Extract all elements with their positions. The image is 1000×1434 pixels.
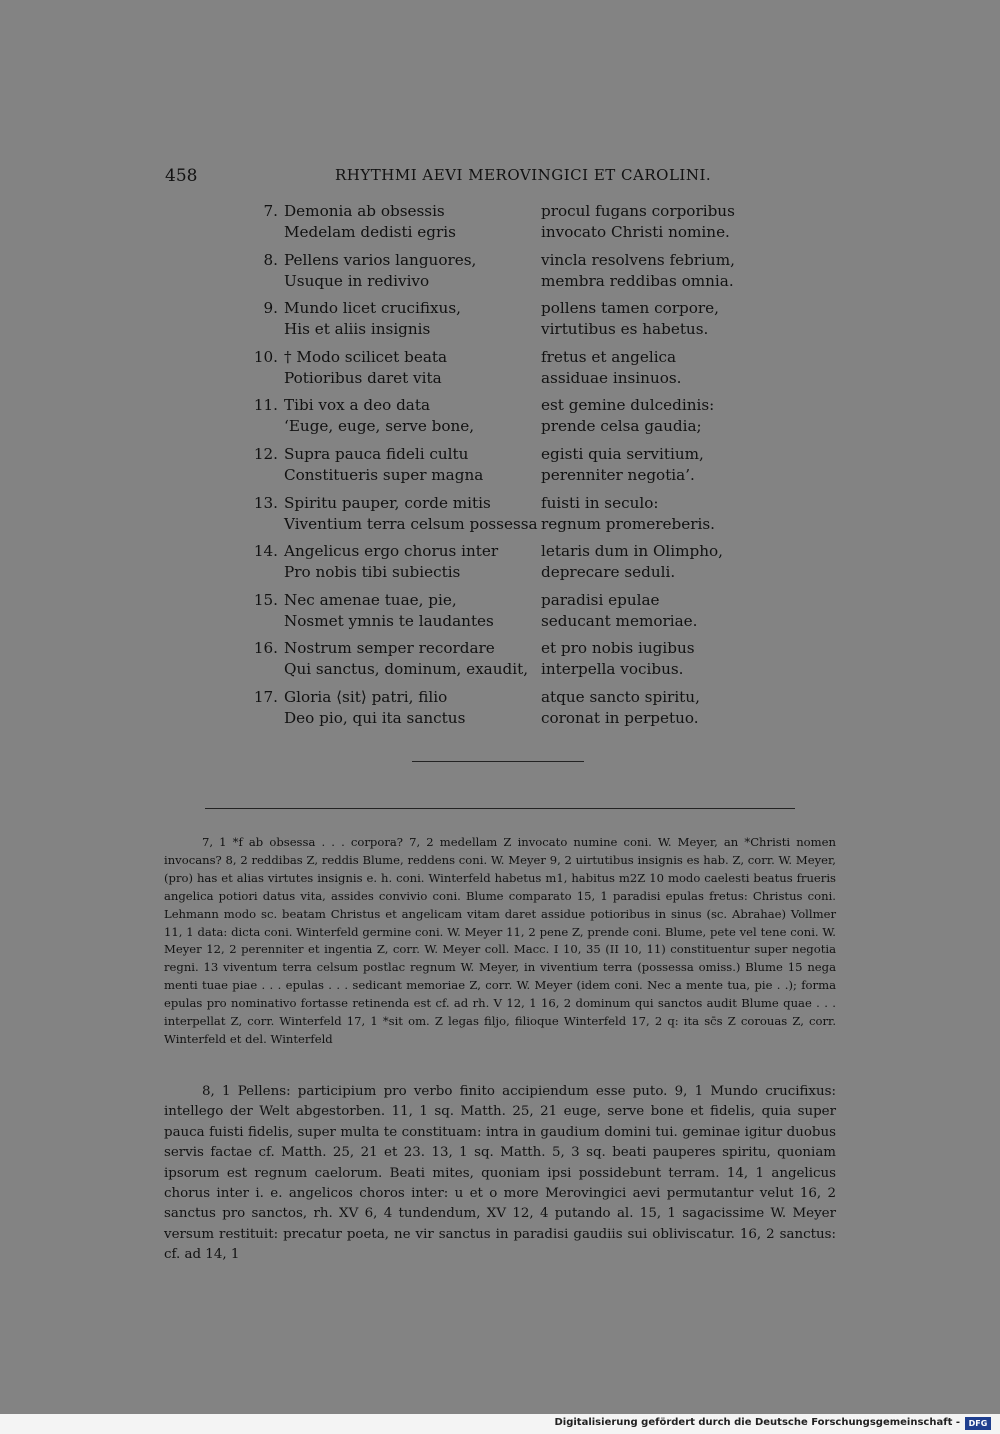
verse-line: egisti quia servitium, (541, 444, 704, 463)
running-title: RHYTHMI AEVI MEROVINGICI ET CAROLINI. (335, 166, 712, 184)
stanza-number: 16. (253, 639, 278, 658)
stanza-number: 14. (253, 542, 278, 561)
verse-line: Tibi vox a deo data (284, 396, 431, 415)
stanza-number: 15. (253, 590, 278, 609)
stanza-first-half-lines (284, 250, 476, 292)
verse-line: Pro nobis tibi subiectis (284, 563, 461, 582)
verse-line: Viventium terra celsum possessa (284, 514, 538, 533)
stanza-second-half-lines (541, 687, 700, 729)
verse-line: membra reddibas omnia. (541, 271, 734, 290)
verse-line: Constitueris super magna (284, 465, 484, 484)
commentary-notes (164, 1082, 836, 1266)
verse-line: prende celsa gaudia; (541, 417, 702, 436)
critical-apparatus (164, 834, 836, 1049)
stanza-first-half-lines (284, 493, 538, 535)
stanza (248, 250, 808, 299)
stanza-number: 12. (253, 444, 278, 463)
verse-line: Demonia ab obsessis (284, 202, 445, 220)
stanza (248, 201, 808, 250)
verse-line: est gemine dulcedinis: (541, 396, 715, 415)
stanza-second-half-lines (541, 541, 723, 583)
dfg-logo-icon[interactable]: DFG (965, 1417, 991, 1430)
verse-line: Deo pio, qui ita sanctus (284, 708, 466, 727)
page-header (165, 166, 840, 190)
stanza-first-half-lines (284, 444, 483, 486)
stanza-second-half-lines (541, 493, 715, 535)
stanza (248, 541, 808, 590)
verse-line: Nec amenae tuae, pie, (284, 590, 457, 609)
stanza-first-half-lines (284, 590, 494, 632)
stanza-second-half-lines (541, 638, 695, 680)
verse-line: Pellens varios languores, (284, 250, 477, 269)
stanza-first-half-lines (284, 395, 474, 437)
stanza-number: 10. (253, 347, 278, 366)
stanza-second-half-lines (541, 201, 735, 243)
apparatus-text: 7, 1 *f ab obsessa . . . corpora? 7, 2 medellam Z invocato numine coni. W. Meyer, an *Christi nomen invocans? 8, 2 reddibas Z, reddis Blume, reddens coni. W. Meyer 9, 2 uirtutibus insignis es hab. Z, corr. W. Meyer, (pro) has et alias virtutes insignis e. h. coni. Winterfeld habetus m1, habitus m2Z 10 modo caelesti beatus frueris angelica potiori datus vita, assides convivio coni. Blume comparato 15, 1 paradisi epulas fretus: Christus coni. Lehmann modo sc. beatam Christus et angelicam vitam daret assidue potioribus in sinus (sc. Abrahae) Vollmer 11, 1 data: dicta coni. Winterfeld germine coni. W. Meyer 11, 2 pene Z, prende coni. Blume, pete vel tene coni. W. Meyer 12, 2 perenniter et ingentia Z, corr. W. Meyer coll. Macc. I 10, 35 (II 10, 11) constituentur super negotia regni. 13 viventum terra celsum postlac regnum W. Meyer, in viventium terra (possessa omiss.) Blume 15 nega menti tuae piae . . . epulas . . . sedicant memoriae Z, corr. W. Meyer (idem coni. Nec a mente tua, pie . .); forma epulas pro nominativo fortasse retinenda est cf. ad rh. V 12, 1 16, 2 dominum qui sanctos audit Blume quae . . . interpellat Z, corr. Winterfeld 17, 1 *sit om. Z legas filjo, filioque Winterfeld 17, 2 q: ita sc̄s Z corouas Z, corr. Winterfeld et del. Winterfeld (164, 835, 836, 1046)
verse-line: ‘Euge, euge, serve bone, (284, 417, 475, 436)
verse-line: procul fugans corporibus (541, 202, 735, 220)
stanza-second-half-lines (541, 395, 714, 437)
stanza-number: 11. (253, 396, 278, 415)
verse-line: Qui sanctus, dominum, exaudit, (284, 660, 529, 679)
stanza-number: 17. (253, 687, 278, 706)
verse-line: regnum promereberis. (541, 514, 715, 533)
verse-line: pollens tamen corpore, (541, 299, 719, 318)
stanza (248, 590, 808, 639)
stanza-number: 13. (253, 493, 278, 512)
stanza (248, 687, 808, 736)
stanza (248, 347, 808, 396)
poem-stanzas (248, 201, 808, 736)
verse-line: deprecare seduli. (541, 563, 676, 582)
verse-line: Spiritu pauper, corde mitis (284, 493, 491, 512)
verse-line: assiduae insinuos. (541, 368, 682, 387)
verse-line: seducant memoriae. (541, 611, 698, 630)
verse-line: † Modo scilicet beata (284, 347, 448, 366)
verse-line: virtutibus es habetus. (541, 320, 709, 339)
verse-line: coronat in perpetuo. (541, 708, 699, 727)
stanza-first-half-lines (284, 298, 461, 340)
verse-line: invocato Christi nomine. (541, 223, 730, 241)
stanza (248, 638, 808, 687)
apparatus-divider (205, 808, 795, 809)
verse-line: interpella vocibus. (541, 660, 684, 679)
stanza-first-half-lines (284, 201, 456, 243)
stanza-first-half-lines (284, 347, 447, 389)
verse-line: atque sancto spiritu, (541, 687, 700, 706)
footer-bar (0, 1414, 1000, 1434)
verse-line: paradisi epulae (541, 590, 660, 609)
stanza (248, 395, 808, 444)
stanza-second-half-lines (541, 298, 719, 340)
verse-line: Angelicus ergo chorus inter (284, 542, 499, 561)
stanza-second-half-lines (541, 444, 704, 486)
verse-line: Gloria ⟨sit⟩ patri, filio (284, 687, 448, 706)
verse-line: fretus et angelica (541, 347, 677, 366)
stanza-first-half-lines (284, 687, 465, 729)
commentary-text: 8, 1 Pellens: participium pro verbo finito accipiendum esse puto. 9, 1 Mundo crucifixus: intellego der Welt abgestorben. 11, 1 sq. Matth. 25, 21 euge, serve bone et fidelis, quia super pauca fuisti fidelis, super multa te constituam: intra in gaudium domini tui. geminae igitur duobus servis factae cf. Matth. 25, 21 et 23. 13, 1 sq. Matth. 5, 3 sq. beati pauperes spiritu, quoniam ipsorum est regnum caelorum. Beati mites, quoniam ipsi possidebunt terram. 14, 1 angelicus chorus inter i. e. angelicos choros inter: u et o more Merovingici aevi permutantur velut 16, 2 sanctus pro sanctos, rh. XV 6, 4 tundendum, XV 12, 4 putando al. 15, 1 sagacissime W. Meyer versum restituit: precatur poeta, ne vir sanctus in paradisi gaudiis sui obliviscatur. 16, 2 sanctus: cf. ad 14, 1 (164, 1084, 836, 1263)
stanza-first-half-lines (284, 541, 498, 583)
stanza (248, 493, 808, 542)
verse-line: Mundo licet crucifixus, (284, 299, 461, 318)
verse-line: Nostrum semper recordare (284, 639, 495, 658)
stanza-number: 7. (263, 202, 278, 220)
stanza-number: 8. (263, 250, 278, 269)
verse-line: Medelam dedisti egris (284, 223, 456, 241)
verse-line: Nosmet ymnis te laudantes (284, 611, 494, 630)
funding-notice[interactable]: Digitalisierung gefördert durch die Deutsche Forschungsgemeinschaft - (554, 1417, 960, 1428)
verse-line: Potioribus daret vita (284, 368, 442, 387)
stanza-second-half-lines (541, 590, 697, 632)
verse-line: perenniter negotia’. (541, 465, 695, 484)
verse-line: et pro nobis iugibus (541, 639, 695, 658)
verse-line: letaris dum in Olimpho, (541, 542, 723, 561)
verse-line: His et aliis insignis (284, 320, 431, 339)
stanza-number: 9. (263, 299, 278, 318)
stanza-second-half-lines (541, 250, 735, 292)
stanza (248, 298, 808, 347)
verse-line: Supra pauca fideli cultu (284, 444, 469, 463)
stanza-second-half-lines (541, 347, 682, 389)
verse-line: vincla resolvens febrium, (541, 250, 735, 269)
verse-line: fuisti in seculo: (541, 493, 659, 512)
stanza (248, 444, 808, 493)
poem-end-rule (412, 761, 584, 762)
page-number: 458 (165, 166, 198, 186)
verse-line: Usuque in redivivo (284, 271, 430, 290)
stanza-first-half-lines (284, 638, 528, 680)
